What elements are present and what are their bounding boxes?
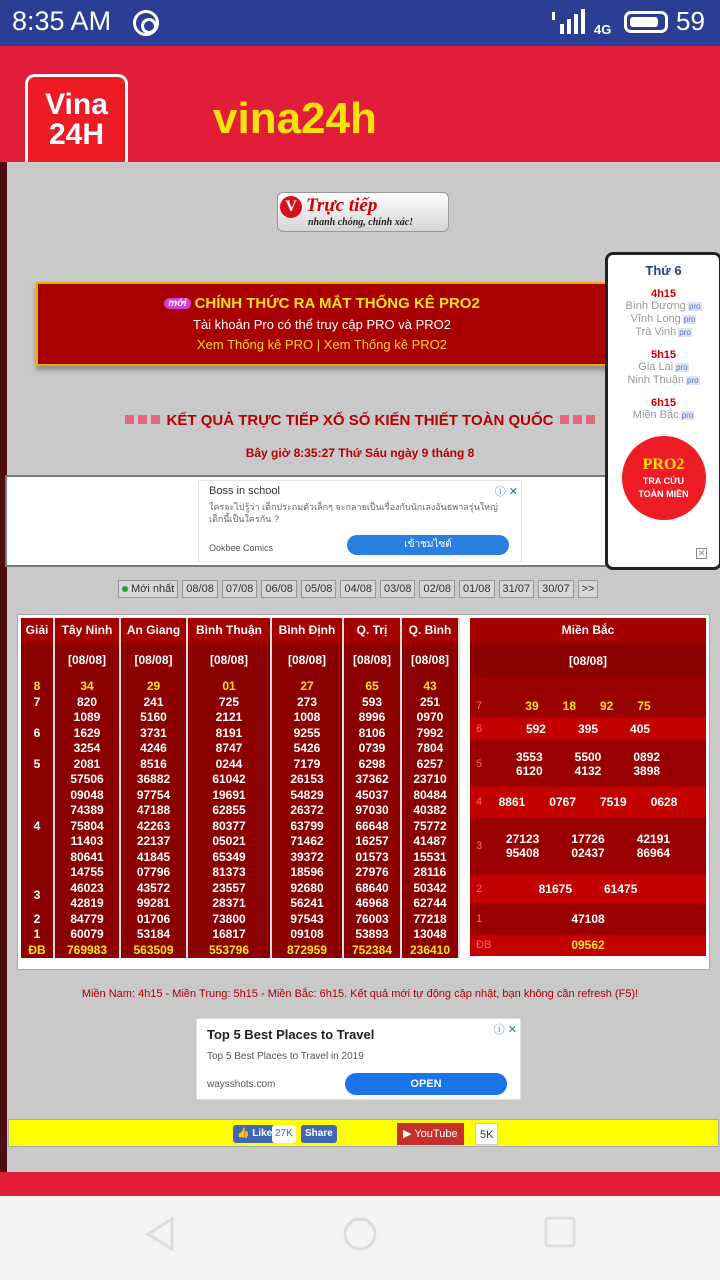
mb-giai: 3: [476, 840, 483, 852]
result-cell: 43: [401, 679, 459, 695]
promo-links[interactable]: Xem Thống kê PRO | Xem Thống kê PRO2: [196, 337, 447, 352]
giai-cell: 2: [21, 912, 54, 928]
mb-number: 18: [562, 699, 576, 713]
giai-cell: 5: [21, 757, 54, 773]
date-cell: [08/08]: [54, 643, 120, 679]
date-tab[interactable]: 01/08: [459, 580, 495, 598]
result-cell: 57506 09048 74389 75804 11403 80641 14755: [54, 772, 120, 881]
results-table: [21, 618, 460, 958]
left-border: [0, 162, 7, 1172]
province-header: Q. Trị: [343, 618, 401, 643]
result-cell: 26153 54829 26372 63799 71462 39372 18596: [271, 772, 343, 881]
ad-domain: waysshots.com: [207, 1079, 276, 1090]
mb-number: 95408: [505, 846, 540, 860]
mb-number: 8861: [498, 795, 526, 809]
status-time: 8:35 AM: [12, 6, 112, 36]
giai-header: Giải: [21, 618, 54, 643]
result-cell: 1089 1629 3254: [54, 710, 120, 757]
live-tagline: nhanh chóng, chính xác!: [308, 217, 414, 228]
mb-number: 405: [630, 722, 651, 736]
site-logo[interactable]: [25, 74, 128, 162]
province-header: Bình Thuận: [187, 618, 271, 643]
site-header: [0, 46, 720, 162]
battery-level: 59: [676, 6, 705, 36]
pro-tag: pro: [683, 315, 696, 324]
ad-banner-2[interactable]: [196, 1018, 521, 1100]
mb-number: 09562: [571, 938, 605, 952]
live-dot-icon: [122, 586, 128, 592]
date-tab[interactable]: 08/08: [182, 580, 218, 598]
home-icon[interactable]: [342, 1216, 378, 1252]
result-cell: 37362 45037 97030 66648 16257 01573 27976: [343, 772, 401, 881]
promo-sub: Tài khoản Pro có thể truy cập PRO và PRO2: [193, 317, 451, 332]
fb-like-button[interactable]: 👍 Like: [233, 1125, 276, 1143]
mb-giai: 1: [476, 913, 483, 925]
current-time: Bây giờ 8:35:27 Thứ Sáu ngày 9 tháng 8: [245, 446, 475, 460]
mb-date: [08/08]: [470, 643, 706, 679]
mb-number: 5500: [574, 749, 602, 764]
page-body: [0, 162, 720, 1172]
back-icon[interactable]: [144, 1216, 176, 1252]
result-cell: 34: [54, 679, 120, 695]
mb-number: 86964: [636, 846, 671, 860]
date-tab[interactable]: 03/08: [380, 580, 416, 598]
giai-cell: 4: [21, 772, 54, 881]
brand-name[interactable]: vina24h: [213, 94, 377, 143]
result-cell: 61042 19691 62855 80377 05021 65349 81373: [187, 772, 271, 881]
result-cell: 13048: [401, 927, 459, 943]
result-cell: 84779: [54, 912, 120, 928]
live-v-icon: V: [280, 196, 302, 218]
result-cell: 8996 8106 0739: [343, 710, 401, 757]
mb-number: 7519: [600, 795, 627, 809]
result-cell: 725: [187, 695, 271, 711]
mb-line: [516, 764, 660, 778]
mb-row: [470, 935, 706, 956]
result-cell: 6298: [343, 757, 401, 773]
network-type: 4G: [594, 22, 612, 37]
live-title: Trực tiếp: [306, 195, 378, 216]
side-day: Thứ 6: [645, 263, 682, 278]
mb-number: 02437: [571, 846, 605, 860]
date-cell: [08/08]: [343, 643, 401, 679]
battery-icon: [624, 11, 668, 33]
youtube-button[interactable]: ▶ YouTube: [397, 1123, 464, 1145]
result-cell: 77218: [401, 912, 459, 928]
result-cell: 0244: [187, 757, 271, 773]
result-cell: 752384: [343, 943, 401, 959]
android-nav-bar: [0, 1196, 720, 1280]
hotspot-icon: [133, 10, 159, 36]
ad-advertiser: Ookbee Comics: [209, 543, 274, 553]
result-cell: 01706: [120, 912, 187, 928]
result-cell: 92680 56241: [271, 881, 343, 912]
giai-cell: 8: [21, 679, 54, 695]
logo-line2: 24H: [48, 118, 105, 151]
result-cell: 50342 62744: [401, 881, 459, 912]
date-tab[interactable]: 06/08: [261, 580, 297, 598]
result-cell: 769983: [54, 943, 120, 959]
fb-like-label: Like: [252, 1128, 273, 1139]
mb-line: [516, 750, 660, 764]
result-cell: 5160 3731 4246: [120, 710, 187, 757]
date-cell: [08/08]: [187, 643, 271, 679]
pro2-label: PRO2: [642, 456, 685, 473]
side-time: 5h15: [650, 349, 677, 361]
mb-number: 92: [600, 699, 614, 713]
result-cell: 09108: [271, 927, 343, 943]
result-cell: 820: [54, 695, 120, 711]
mien-bac-table: [470, 618, 706, 956]
side-province-link[interactable]: Miền Bắc pro: [632, 409, 694, 421]
result-cell: 36882 97754 47188 42263 22137 41845 07796: [120, 772, 187, 881]
mb-number: 0767: [549, 795, 576, 809]
mb-line: [506, 846, 670, 860]
status-bar: [0, 0, 720, 46]
ad-open-button[interactable]: OPEN: [345, 1073, 507, 1095]
pro-tag: pro: [679, 328, 691, 337]
mb-giai: 2: [476, 883, 483, 895]
mb-number: 27123: [505, 832, 540, 846]
mb-row: [470, 818, 706, 875]
date-tab[interactable]: 30/07: [538, 580, 574, 598]
result-cell: 60079: [54, 927, 120, 943]
mb-giai: 5: [476, 757, 483, 770]
pro-tag: pro: [681, 411, 694, 420]
date-tab[interactable]: 31/07: [499, 580, 535, 598]
side-province-link[interactable]: Vĩnh Long pro: [630, 313, 696, 325]
mb-row: [470, 741, 706, 787]
social-bar: [8, 1119, 719, 1147]
pro-tag: pro: [676, 363, 688, 372]
result-cell: 2081: [54, 757, 120, 773]
ad-cta-button[interactable]: เข้าชมไซต์: [347, 535, 509, 555]
date-tab[interactable]: 05/08: [301, 580, 337, 598]
date-tabs: [118, 580, 598, 598]
mb-line: [571, 938, 604, 952]
result-cell: 27: [271, 679, 343, 695]
result-cell: 23557 28371: [187, 881, 271, 912]
result-cell: 241: [120, 695, 187, 711]
results-panel: [17, 614, 710, 970]
mb-row: [470, 718, 706, 741]
mb-number: 75: [637, 699, 651, 713]
result-cell: 872959: [271, 943, 343, 959]
mb-giai: 7: [476, 700, 483, 712]
result-cell: 53893: [343, 927, 401, 943]
result-cell: 73800: [187, 912, 271, 928]
mb-line: [506, 832, 670, 846]
pro2-line1: TRA CỨU: [642, 476, 685, 486]
province-header: Q. Bình: [401, 618, 459, 643]
mb-giai: 4: [476, 796, 483, 808]
close-icon[interactable]: ✕: [697, 548, 706, 558]
mb-number: 17726: [571, 832, 605, 846]
footer-bar: [0, 1172, 720, 1196]
giai-cell: ĐB: [21, 943, 54, 959]
mb-row: [470, 875, 706, 904]
result-cell: 97543: [271, 912, 343, 928]
mb-number: 61475: [604, 882, 638, 896]
result-cell: 2121 8191 8747: [187, 710, 271, 757]
ad-info-icon[interactable]: ⓘ ✕: [494, 486, 518, 498]
ad-title: Boss in school: [209, 485, 280, 497]
result-cell: 7179: [271, 757, 343, 773]
youtube-label: YouTube: [414, 1128, 458, 1140]
mb-number: 42191: [636, 832, 671, 846]
giai-cell: 3: [21, 881, 54, 912]
result-cell: 43572 99281: [120, 881, 187, 912]
ad-info-icon[interactable]: ⓘ ✕: [493, 1024, 517, 1036]
date-cell: [08/08]: [401, 643, 459, 679]
result-cell: 563509: [120, 943, 187, 959]
mb-row: [470, 695, 706, 718]
result-cell: 01: [187, 679, 271, 695]
pro2-button[interactable]: [622, 436, 706, 520]
result-cell: 76003: [343, 912, 401, 928]
province-header: Bình Định: [271, 618, 343, 643]
ad-title: Top 5 Best Places to Travel: [207, 1027, 375, 1042]
province-header: Tây Ninh: [54, 618, 120, 643]
ad-desc: Top 5 Best Places to Travel in 2019: [207, 1051, 364, 1062]
giai-cell: [21, 643, 54, 679]
giai-cell: 7: [21, 695, 54, 711]
side-time: 4h15: [650, 288, 677, 300]
date-tab[interactable]: Mới nhất: [118, 580, 178, 598]
mb-header: Miền Bắc: [470, 618, 706, 643]
result-cell: 29: [120, 679, 187, 695]
giai-cell: 1: [21, 927, 54, 943]
mb-number: 4132: [574, 763, 602, 778]
result-cell: 593: [343, 695, 401, 711]
date-tab[interactable]: 04/08: [340, 580, 376, 598]
mb-line: [499, 795, 678, 809]
result-cell: 1008 9255 5426: [271, 710, 343, 757]
update-note: Miền Nam: 4h15 - Miền Trung: 5h15 - Miền Bắc: 6h15. Kết quả mới tự động cập nhật, bạn không cần refresh (F5)!: [81, 988, 639, 1000]
mb-line: [571, 912, 604, 926]
mb-giai: 6: [476, 723, 483, 735]
fb-like-count: 27K: [272, 1125, 296, 1143]
mb-number: 3553: [515, 749, 543, 764]
logo-line1: Vina: [45, 88, 108, 121]
result-cell: 273: [271, 695, 343, 711]
result-cell: 53184: [120, 927, 187, 943]
side-province-link[interactable]: Trà Vinh pro: [635, 326, 691, 338]
pro-tag: pro: [687, 376, 699, 385]
result-cell: 553796: [187, 943, 271, 959]
result-cell: 46023 42819: [54, 881, 120, 912]
result-cell: 251: [401, 695, 459, 711]
mb-row: [470, 904, 706, 935]
ad-banner-1[interactable]: [198, 480, 522, 562]
giai-cell: 6: [21, 710, 54, 757]
fb-share-button[interactable]: Share: [301, 1125, 337, 1143]
live-badge[interactable]: [277, 192, 449, 232]
promo-banner: [36, 282, 608, 366]
mb-number: 6120: [515, 763, 543, 778]
mb-line: [525, 699, 650, 713]
page-title-text: KẾT QUẢ TRỰC TIẾP XỔ SỐ KIẾN THIẾT TOÀN QUỐC: [166, 412, 554, 429]
mb-number: 81675: [538, 882, 572, 896]
result-cell: 8516: [120, 757, 187, 773]
side-province-link[interactable]: Bình Dương pro: [625, 300, 701, 312]
mb-number: 47108: [571, 912, 605, 926]
mb-number: 3898: [633, 763, 661, 778]
side-province-link[interactable]: Gia Lai pro: [638, 361, 688, 373]
date-tab[interactable]: 07/08: [222, 580, 258, 598]
mb-number: 395: [577, 722, 599, 736]
mb-number: 0628: [650, 795, 678, 809]
mb-giai: ĐB: [476, 939, 492, 951]
side-province-link[interactable]: Ninh Thuận pro: [627, 374, 699, 386]
pro2-line2: TOÀN MIỀN: [638, 489, 689, 499]
mb-line: [526, 722, 650, 736]
recents-icon[interactable]: [544, 1216, 576, 1248]
result-cell: 16817: [187, 927, 271, 943]
mb-number: 39: [525, 699, 539, 713]
youtube-count: 5K: [475, 1123, 498, 1145]
result-cell: 23710 80484 40382 75772 41487 15531 28116: [401, 772, 459, 881]
promo-heading[interactable]: CHÍNH THỨC RA MẮT THỐNG KÊ PRO2: [194, 295, 480, 312]
mb-number: 0892: [633, 749, 661, 764]
result-cell: 65: [343, 679, 401, 695]
mb-spacer: [470, 679, 706, 695]
signal-icon: [548, 8, 588, 36]
side-time: 6h15: [650, 397, 677, 409]
date-tab[interactable]: >>: [578, 580, 599, 598]
result-cell: 0970 7992 7804: [401, 710, 459, 757]
date-cell: [08/08]: [271, 643, 343, 679]
pro-tag: pro: [688, 302, 701, 311]
ad-desc: ใครจะไปรู้ว่า เด็กประถมตัวเล็กๆ จะกลายเป็นเรื่องกับนักเลงอันธพาลรุ่นใหญ่ เด็กนี้เป็นใครกัน ?: [209, 502, 498, 524]
new-badge: mới: [164, 298, 190, 309]
result-cell: 6257: [401, 757, 459, 773]
result-cell: 236410: [401, 943, 459, 959]
mb-line: [539, 882, 638, 896]
mb-row: [470, 787, 706, 818]
province-header: An Giang: [120, 618, 187, 643]
mb-number: 592: [525, 722, 546, 736]
date-tab[interactable]: 02/08: [419, 580, 455, 598]
result-cell: 68640 46968: [343, 881, 401, 912]
date-cell: [08/08]: [120, 643, 187, 679]
side-schedule-panel: [605, 252, 720, 570]
